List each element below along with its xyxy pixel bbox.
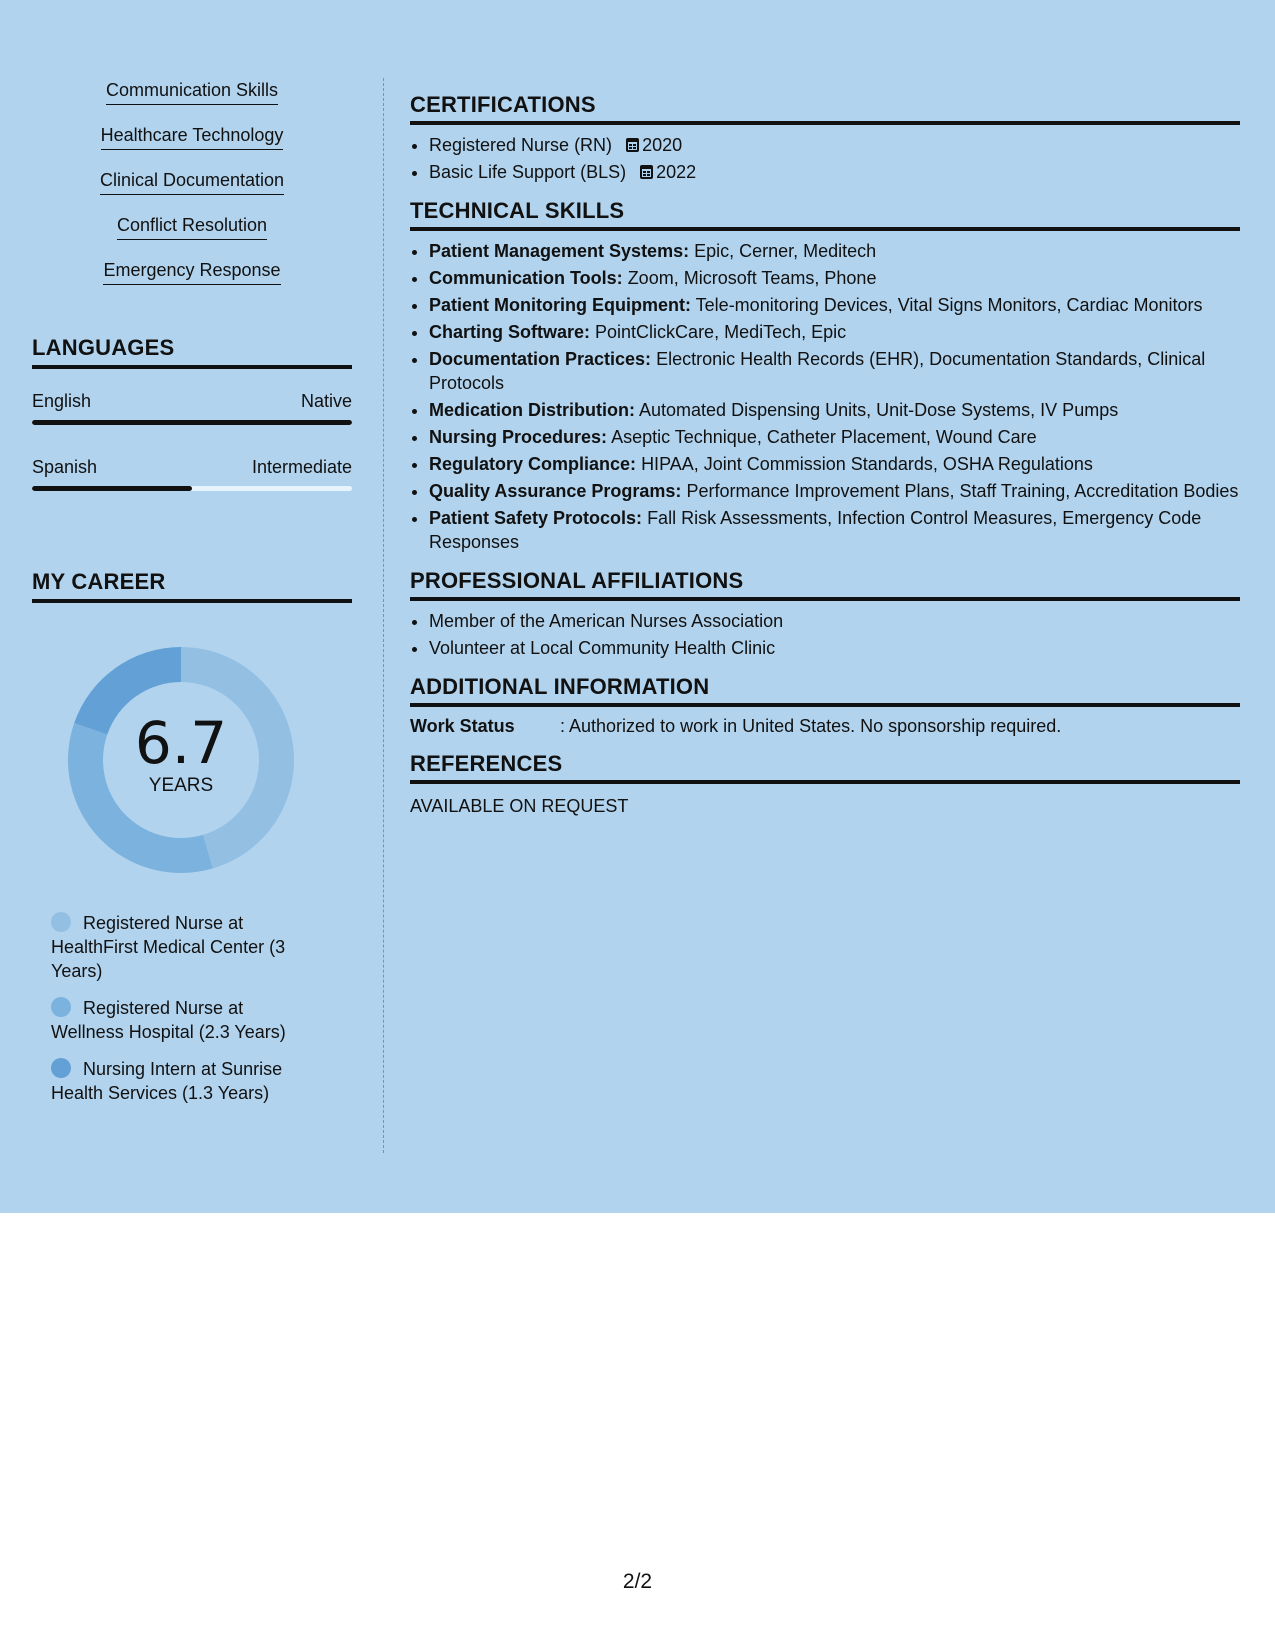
references-section	[410, 751, 1240, 817]
skill-value: Electronic Health Records (EHR), Documentation Standards, Clinical Protocols	[429, 349, 1206, 393]
skill-value: Automated Dispensing Units, Unit-Dose Systems, IV Pumps	[639, 400, 1119, 420]
legend-dot-icon	[51, 1058, 71, 1078]
work-status-key: Work Status	[410, 716, 515, 736]
affiliations-heading: PROFESSIONAL AFFILIATIONS	[410, 568, 1240, 601]
career-total-number: 6.7	[134, 709, 228, 777]
legend-label: Registered Nurse at HealthFirst Medical Center (3 Years)	[51, 913, 286, 981]
technical-skill-item	[429, 266, 1240, 290]
left-column	[32, 78, 352, 1118]
language-name: English	[32, 391, 92, 411]
technical-skill-item	[429, 320, 1240, 344]
skill-item	[32, 78, 352, 123]
certification-year: 2022	[656, 162, 697, 182]
skill-label: Conflict Resolution	[117, 213, 267, 240]
skill-key: Quality Assurance Programs:	[429, 481, 682, 501]
technical-skill-item	[429, 239, 1240, 263]
career-section	[32, 569, 352, 1105]
language-name: Spanish	[32, 457, 98, 477]
affiliation-item: • Volunteer at Local Community Health Clinic	[429, 636, 1240, 660]
skill-value: PointClickCare, MediTech, Epic	[595, 322, 847, 342]
legend-item	[51, 911, 301, 983]
work-status-row	[410, 716, 1240, 737]
career-legend	[51, 911, 301, 1105]
technical-skill-item	[429, 452, 1240, 476]
skill-value: Fall Risk Assessments, Infection Control Measures, Emergency Code Responses	[429, 508, 1202, 552]
legend-dot-icon	[51, 997, 71, 1017]
additional-info-heading: ADDITIONAL INFORMATION	[410, 674, 1240, 707]
skill-item	[32, 168, 352, 213]
language-bar	[32, 420, 352, 425]
language-bar-fill	[32, 420, 352, 425]
technical-skills-heading: TECHNICAL SKILLS	[410, 198, 1240, 231]
calendar-icon	[640, 165, 653, 179]
calendar-icon	[626, 138, 639, 152]
technical-skill-item	[429, 398, 1240, 422]
legend-label: Nursing Intern at Sunrise Health Services (1.3 Years)	[51, 1059, 283, 1103]
skills-list	[32, 78, 352, 303]
skill-value: Zoom, Microsoft Teams, Phone	[627, 268, 877, 288]
certifications-section	[410, 92, 1240, 184]
skill-item	[32, 258, 352, 303]
language-bar-fill	[32, 486, 192, 491]
career-total	[66, 709, 296, 797]
technical-skill-item	[429, 293, 1240, 317]
skill-key: Patient Safety Protocols:	[429, 508, 643, 528]
certifications-list	[410, 133, 1240, 184]
certification-item	[429, 160, 1240, 184]
legend-item	[51, 996, 301, 1044]
affiliations-list	[410, 609, 1240, 660]
skill-value: Aseptic Technique, Catheter Placement, Wound Care	[611, 427, 1037, 447]
language-row	[32, 391, 352, 412]
technical-skill-item	[429, 479, 1240, 503]
skill-value: Performance Improvement Plans, Staff Training, Accreditation Bodies	[686, 481, 1239, 501]
skill-key: Nursing Procedures:	[429, 427, 608, 447]
skill-item	[32, 123, 352, 168]
skill-value: HIPAA, Joint Commission Standards, OSHA Regulations	[641, 454, 1093, 474]
technical-skill-item	[429, 425, 1240, 449]
skill-label: Emergency Response	[103, 258, 280, 285]
certification-name: Basic Life Support (BLS)	[429, 162, 627, 182]
legend-item	[51, 1057, 301, 1105]
career-total-unit: YEARS	[148, 775, 214, 796]
certification-name: Registered Nurse (RN)	[429, 135, 613, 155]
skill-label: Healthcare Technology	[101, 123, 284, 150]
languages-heading: LANGUAGES	[32, 335, 352, 369]
languages-section	[32, 335, 352, 491]
skill-key: Medication Distribution:	[429, 400, 635, 420]
skill-label: Communication Skills	[106, 78, 278, 105]
references-text: AVAILABLE ON REQUEST	[410, 796, 629, 816]
certification-year: 2020	[642, 135, 683, 155]
skill-key: Documentation Practices:	[429, 349, 652, 369]
technical-skill-item	[429, 506, 1240, 554]
certification-item	[429, 133, 1240, 157]
career-heading: MY CAREER	[32, 569, 352, 603]
right-column	[410, 92, 1240, 831]
column-divider	[383, 78, 384, 1153]
technical-skill-item	[429, 347, 1240, 395]
skill-key: Patient Monitoring Equipment:	[429, 295, 691, 315]
additional-info-section	[410, 674, 1240, 737]
skill-value: Tele-monitoring Devices, Vital Signs Monitors, Cardiac Monitors	[695, 295, 1203, 315]
technical-skills-list	[410, 239, 1240, 554]
skill-label: Clinical Documentation	[100, 168, 284, 195]
skill-key: Communication Tools:	[429, 268, 623, 288]
certifications-heading: CERTIFICATIONS	[410, 92, 1240, 125]
page-number: 2/2	[622, 1570, 653, 1593]
affiliation-item: • Member of the American Nurses Association	[429, 609, 1240, 633]
skill-item	[32, 213, 352, 258]
language-level: Native	[300, 391, 352, 411]
skill-value: Epic, Cerner, Meditech	[694, 241, 877, 261]
language-level: Intermediate	[251, 457, 352, 477]
language-row	[32, 457, 352, 478]
references-heading: REFERENCES	[410, 751, 1240, 784]
career-donut-chart	[66, 645, 296, 875]
legend-label: Registered Nurse at Wellness Hospital (2.3 Years)	[51, 998, 286, 1042]
skill-key: Regulatory Compliance:	[429, 454, 637, 474]
technical-skills-section	[410, 198, 1240, 554]
work-status-value: : Authorized to work in United States. No sponsorship required.	[560, 716, 1062, 736]
skill-key: Charting Software:	[429, 322, 591, 342]
affiliations-section	[410, 568, 1240, 660]
language-bar	[32, 486, 352, 491]
legend-dot-icon	[51, 912, 71, 932]
skill-key: Patient Management Systems:	[429, 241, 690, 261]
